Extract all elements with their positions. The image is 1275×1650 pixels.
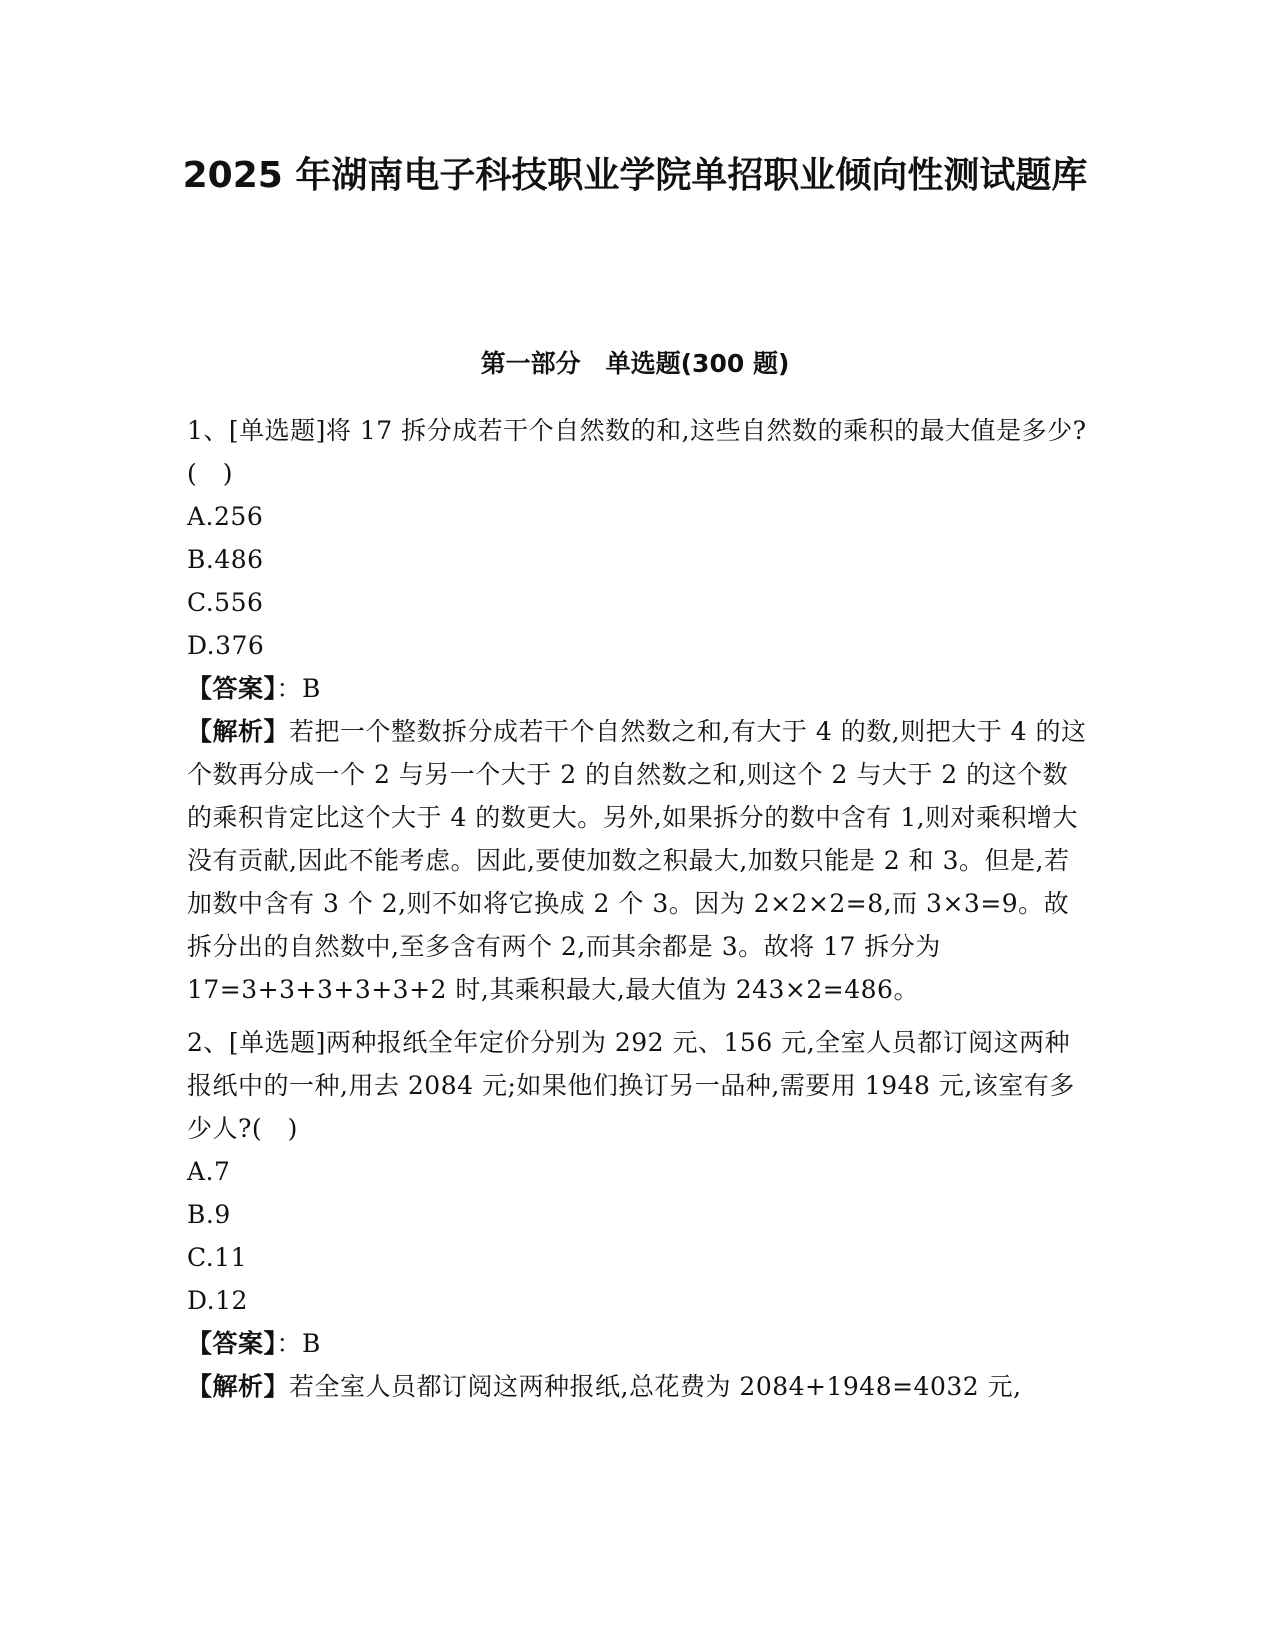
option-b: B.9: [187, 1200, 231, 1229]
answer-label: 【答案】: [187, 674, 277, 703]
analysis-text: 若全室人员都订阅这两种报纸,总花费为 2084+1948=4032 元,: [289, 1372, 1022, 1401]
section-title: 第一部分 单选题(300 题): [480, 349, 790, 378]
option-a: A.7: [187, 1157, 231, 1186]
answer-line: [187, 667, 1092, 710]
document-title: 2025 年湖南电子科技职业学院单招职业倾向性测试题库: [182, 155, 1088, 196]
answer-label: 【答案】: [187, 1329, 277, 1358]
option-b: B.486: [187, 545, 264, 574]
option-c: C.11: [187, 1243, 247, 1272]
question-list: [187, 409, 1092, 1418]
answer-line: [187, 1322, 1092, 1365]
analysis-paragraph: [187, 1365, 1092, 1408]
option-c: C.556: [187, 588, 264, 617]
option-d: D.376: [187, 631, 265, 660]
question-stem: 2、[单选题]两种报纸全年定价分别为 292 元、156 元,全室人员都订阅这两种报纸中的一种,用去 2084 元;如果他们换订另一品种,需要用 1948 元,该室有多少人?( ): [187, 1028, 1075, 1143]
answer-value: ：B: [276, 1329, 321, 1358]
option-d: D.12: [187, 1286, 248, 1315]
question-item: [187, 409, 1092, 1011]
answer-value: ：B: [276, 674, 321, 703]
question-stem: 1、[单选题]将 17 拆分成若干个自然数的和,这些自然数的乘积的最大值是多少?( ): [187, 416, 1087, 488]
question-item: [187, 1021, 1092, 1408]
analysis-text: 若把一个整数拆分成若干个自然数之和,有大于 4 的数,则把大于 4 的这个数再分成一个 2 与另一个大于 2 的自然数之和,则这个 2 与大于 2 的这个数的乘积肯定比这个大于 4 的数更大。另外,如果拆分的数中含有 1,则对乘积增大没有贡献,因此不能考虑。因此,要使加数之积最大,加数只能是 2 和 3。但是,若加数中含有 3 个 2,则不如将它换成 2 个 3。因为 2×2×2=8,而 3×3=9。故拆分出的自然数中,至多含有两个 2,而其余都是 3。故将 17 拆分为 17=3+3+3+3+3+2 时,其乘积最大,最大值为 243×2=486。: [187, 717, 1087, 1004]
analysis-paragraph: [187, 710, 1092, 1011]
analysis-label: 【解析】: [187, 717, 290, 746]
option-a: A.256: [187, 502, 264, 531]
analysis-label: 【解析】: [187, 1372, 290, 1401]
